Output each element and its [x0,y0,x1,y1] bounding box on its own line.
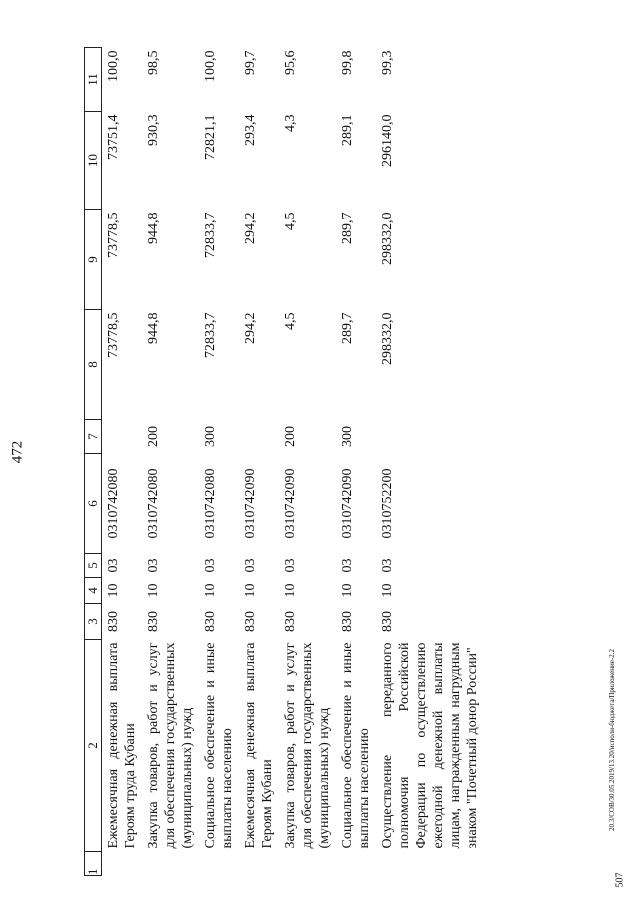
budget-list-amount: 298332,0 [380,212,395,265]
col-header-8: 8 [85,310,102,420]
expense-type-code: 200 [283,426,298,447]
approved-amount: 73778,5 [106,312,121,358]
table-row [279,48,336,876]
col-header-11: 11 [85,48,102,112]
rotated-table-sheet [84,48,594,876]
col-header-1: 1 [85,852,102,876]
approved-amount: 72833,7 [203,312,218,358]
execution-percent: 100,0 [106,50,121,82]
admin-code: 830 [243,611,258,632]
expense-type-code [376,420,484,454]
row-name: Социальное обеспечение и иные выплаты населению [340,642,372,849]
subsection-code: 03 [380,558,395,573]
col-header-3: 3 [85,604,102,640]
section-code: 10 [146,583,161,598]
admin-code: 830 [203,611,218,632]
target-article-code: 0310742080 [106,468,121,539]
budget-list-amount: 294,2 [243,212,258,244]
expense-type-code: 300 [340,426,355,447]
section-code: 10 [283,583,298,598]
row-name: Ежемесячная денежная выплата Героям труда Кубани [106,642,138,849]
execution-percent: 98,5 [146,50,161,75]
executed-amount: 293,4 [243,114,258,146]
budget-list-amount: 73778,5 [106,212,121,258]
approved-amount: 289,7 [340,312,355,344]
target-article-code: 0310752200 [380,468,395,539]
page-number: 472 [9,440,26,464]
approved-amount: 294,2 [243,312,258,344]
col-header-4: 4 [85,578,102,604]
col-header-6: 6 [85,454,102,554]
header-row [85,48,102,876]
target-article-code: 0310742080 [203,468,218,539]
empty-cell [199,852,239,876]
col-header-10: 10 [85,112,102,210]
budget-list-amount: 4,5 [283,212,298,230]
section-code: 10 [106,583,121,598]
executed-amount: 73751,4 [106,114,121,160]
expense-type-code: 200 [146,426,161,447]
empty-cell [279,852,336,876]
admin-code: 830 [146,611,161,632]
budget-execution-table [84,47,484,876]
document-code: 20.3/СОВ/30.05.2019/13.20/исполн-бюджета/Приложение-2.2 [608,649,616,831]
empty-cell [102,852,143,876]
admin-code: 830 [340,611,355,632]
executed-amount: 930,3 [146,114,161,146]
col-header-5: 5 [85,554,102,578]
budget-list-amount: 289,7 [340,212,355,244]
executed-amount: 296140,0 [380,114,395,167]
expense-type-code: 300 [203,426,218,447]
table-row [199,48,239,876]
admin-code: 830 [380,611,395,632]
subsection-code: 03 [243,558,258,573]
execution-percent: 99,3 [380,50,395,75]
section-code: 10 [243,583,258,598]
row-name: Социальное обеспечение и иные выплаты населению [203,642,235,849]
row-name: Закупка товаров, работ и услуг для обеспечения государственных (муниципальных) нужд [283,642,332,849]
approved-amount: 944,8 [146,312,161,344]
execution-percent: 99,7 [243,50,258,75]
col-header-7: 7 [85,420,102,454]
empty-cell [239,852,279,876]
empty-cell [142,852,199,876]
subsection-code: 03 [203,558,218,573]
subsection-code: 03 [340,558,355,573]
admin-code: 830 [283,611,298,632]
table-row [239,48,279,876]
table-row [102,48,143,876]
table-row [336,48,376,876]
table-row [376,48,484,876]
expense-type-code [102,420,143,454]
execution-percent: 99,8 [340,50,355,75]
target-article-code: 0310742090 [283,468,298,539]
table-row [142,48,199,876]
section-code: 10 [380,583,395,598]
executed-amount: 4,3 [283,114,298,132]
row-name: Осуществление переданного полномочия Российской Федерации по осуществлению ежегодной денежной выплаты лицам, награжденным нагрудным знаком "Почетный донор России" [380,642,480,849]
approved-amount: 4,5 [283,312,298,330]
approved-amount: 298332,0 [380,312,395,365]
section-code: 10 [203,583,218,598]
budget-list-amount: 72833,7 [203,212,218,258]
row-name: Ежемесячная денежная выплата Героям Кубани [243,642,275,849]
corner-page-note: 507 [614,872,626,888]
subsection-code: 03 [106,558,121,573]
col-header-2: 2 [85,640,102,852]
empty-cell [376,852,484,876]
subsection-code: 03 [146,558,161,573]
target-article-code: 0310742080 [146,468,161,539]
budget-list-amount: 944,8 [146,212,161,244]
executed-amount: 289,1 [340,114,355,146]
target-article-code: 0310742090 [340,468,355,539]
section-code: 10 [340,583,355,598]
admin-code: 830 [106,611,121,632]
row-name: Закупка товаров, работ и услуг для обеспечения государственных (муниципальных) нужд [146,642,195,849]
executed-amount: 72821,1 [203,114,218,160]
col-header-9: 9 [85,210,102,310]
execution-percent: 100,0 [203,50,218,82]
execution-percent: 95,6 [283,50,298,75]
subsection-code: 03 [283,558,298,573]
expense-type-code [239,420,279,454]
target-article-code: 0310742090 [243,468,258,539]
empty-cell [336,852,376,876]
